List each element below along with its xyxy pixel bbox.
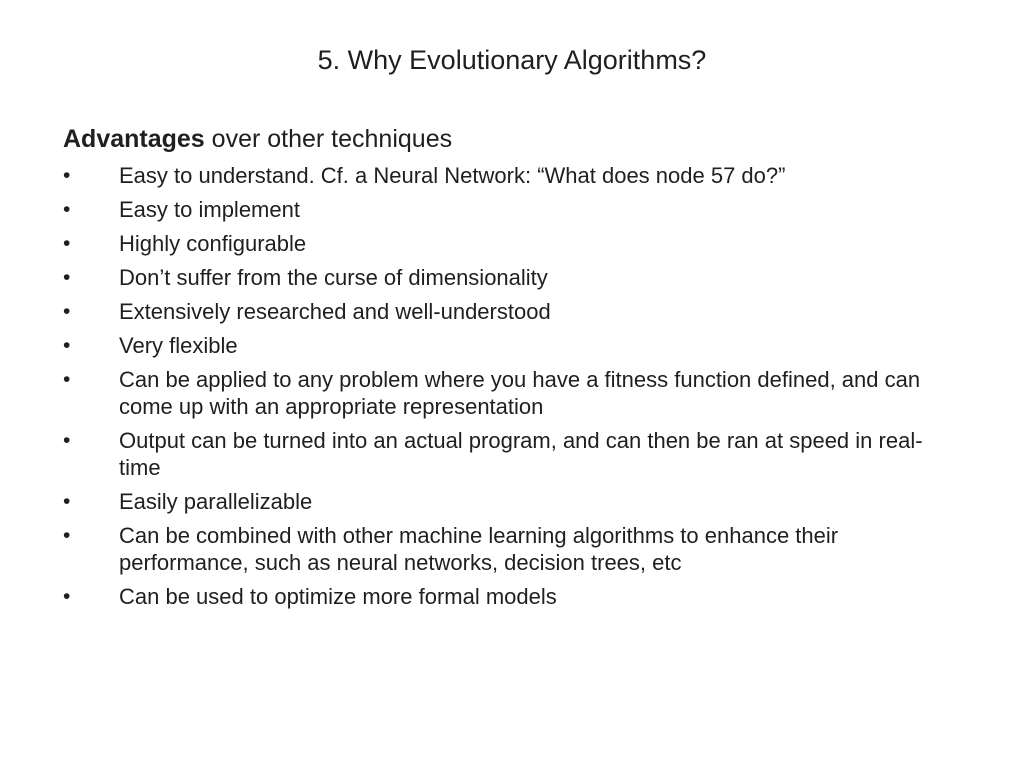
list-item-text: Can be used to optimize more formal models <box>119 584 557 609</box>
list-item-text: Easy to implement <box>119 197 300 222</box>
list-item-text: Highly configurable <box>119 231 307 256</box>
bullet-icon: • <box>63 266 71 289</box>
section-heading-rest: over other techniques <box>211 125 453 153</box>
list-item-text: Extensively researched and well-understood <box>119 299 551 324</box>
bullet-icon: • <box>63 232 71 255</box>
section-heading-bold: Advantages <box>63 125 205 153</box>
list-item <box>63 522 963 576</box>
list-item-text: Output can be turned into an actual program, and can then be ran at speed in real-time <box>119 428 923 480</box>
bullet-icon: • <box>63 300 71 323</box>
list-item <box>63 196 963 223</box>
list-item <box>63 583 963 610</box>
list-item-text: Can be applied to any problem where you have a fitness function defined, and can come up with an appropriate representation <box>119 367 921 419</box>
list-item <box>63 366 963 420</box>
list-item <box>63 488 963 515</box>
list-item <box>63 162 963 189</box>
bullet-icon: • <box>63 429 71 452</box>
list-item <box>63 264 963 291</box>
bullet-icon: • <box>63 585 71 608</box>
section-heading <box>63 123 452 155</box>
list-item-text: Don’t suffer from the curse of dimensionality <box>119 265 548 290</box>
bullet-icon: • <box>63 524 71 547</box>
bullet-icon: • <box>63 490 71 513</box>
list-item-text: Can be combined with other machine learning algorithms to enhance their performance, such as neural networks, decision trees, etc <box>119 523 839 575</box>
advantages-list <box>63 162 963 617</box>
bullet-icon: • <box>63 334 71 357</box>
list-item-text: Very flexible <box>119 333 238 358</box>
bullet-icon: • <box>63 198 71 221</box>
bullet-icon: • <box>63 164 71 187</box>
list-item <box>63 230 963 257</box>
list-item-text: Easy to understand. Cf. a Neural Network: “What does node 57 do?” <box>119 163 786 188</box>
slide-title: 5. Why Evolutionary Algorithms? <box>317 45 707 75</box>
list-item <box>63 332 963 359</box>
bullet-icon: • <box>63 368 71 391</box>
list-item <box>63 427 963 481</box>
list-item <box>63 298 963 325</box>
list-item-text: Easily parallelizable <box>119 489 313 514</box>
